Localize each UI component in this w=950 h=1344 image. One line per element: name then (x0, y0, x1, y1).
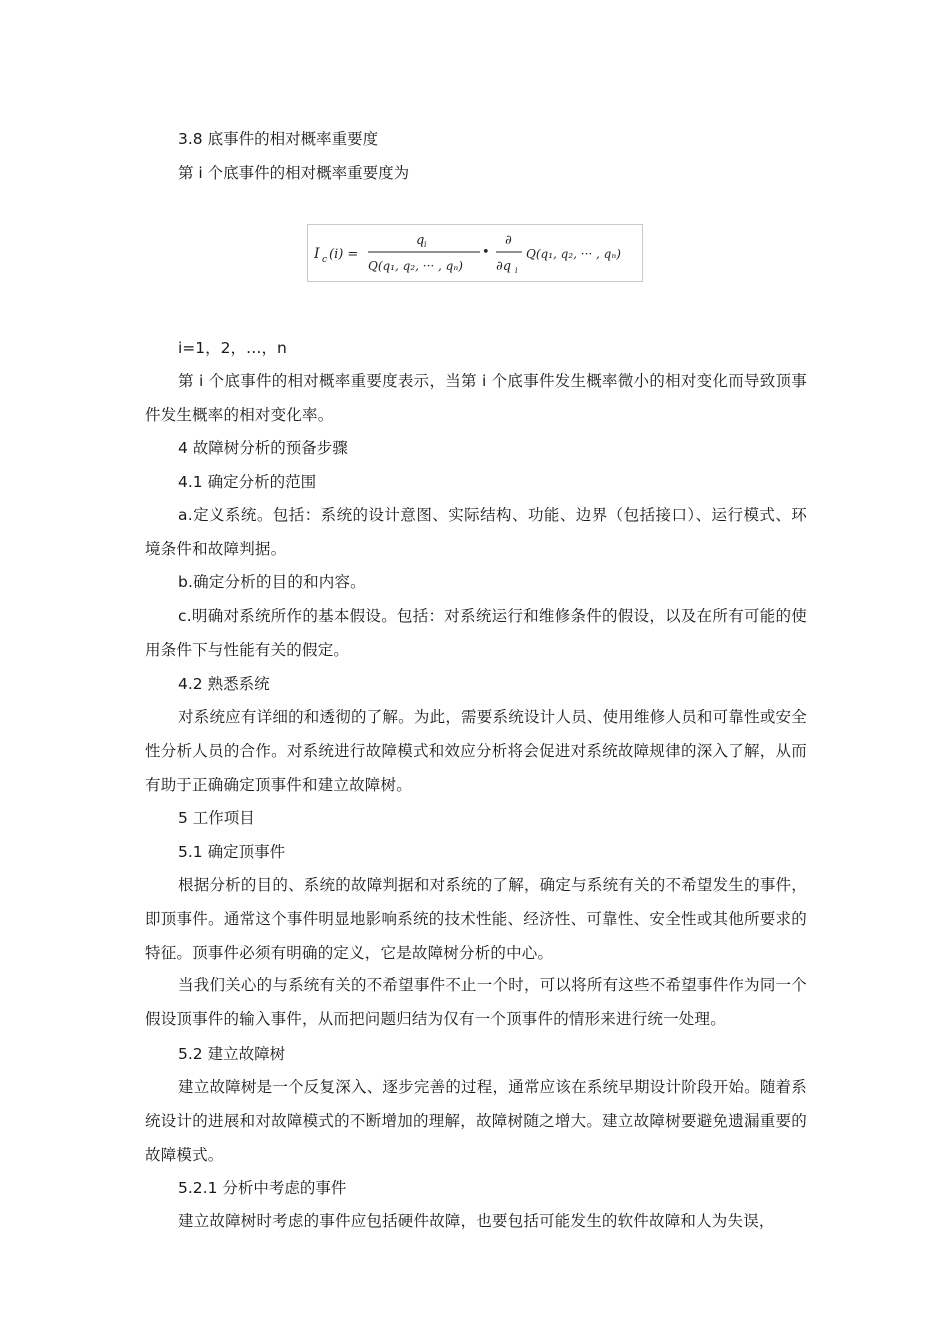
section-3-8-explanation: 第 i 个底事件的相对概率重要度表示，当第 i 个底事件发生概率微小的相对变化而导致顶事件发生概率的相对变化率。 (145, 372, 807, 424)
section-3-8-intro: 第 i 个底事件的相对概率重要度为 (178, 164, 410, 182)
formula-rhs: Q(q₁, q₂, ··· , qₙ) (526, 247, 621, 261)
section-4-1-item-c: c.明确对系统所作的基本假设。包括：对系统运行和维修条件的假设，以及在所有可能的使用条件下与性能有关的假定。 (145, 607, 807, 659)
formula-partial-bottom-sub: i (515, 266, 518, 275)
formula-numerator: q (416, 233, 425, 248)
formula-graphic (308, 225, 642, 281)
formula-numerator-sub: i (424, 240, 427, 249)
section-5-2-1-heading: 5.2.1 分析中考虑的事件 (178, 1179, 347, 1197)
relative-importance-formula (307, 224, 643, 282)
formula-lhs-sub: c (322, 255, 328, 265)
formula-lhs-arg: (i) = (329, 247, 359, 262)
formula-lhs: I (314, 246, 320, 262)
section-5-1-heading: 5.1 确定顶事件 (178, 843, 286, 861)
section-4-2-text: 对系统应有详细的和透彻的了解。为此，需要系统设计人员、使用维修人员和可靠性或安全性分析人员的合作。对系统进行故障模式和效应分析将会促进对系统故障规律的深入了解，从而有助于正确确定顶事件和建立故障树。 (145, 708, 807, 794)
formula-partial-bottom: ∂q (496, 259, 512, 274)
section-5-heading: 5 工作项目 (178, 809, 255, 827)
section-4-1-heading: 4.1 确定分析的范围 (178, 473, 317, 491)
formula-partial-top: ∂ (505, 233, 512, 248)
section-5-1-text-2: 当我们关心的与系统有关的不希望事件不止一个时，可以将所有这些不希望事件作为同一个假设顶事件的输入事件，从而把问题归结为仅有一个顶事件的情形来进行统一处理。 (145, 976, 807, 1028)
section-4-heading: 4 故障树分析的预备步骤 (178, 439, 348, 457)
index-range: i=1，2，…，n (178, 339, 287, 357)
formula-dot: • (482, 245, 490, 260)
section-5-2-1-text: 建立故障树时考虑的事件应包括硬件故障，也要包括可能发生的软件故障和人为失误， (178, 1212, 775, 1230)
formula-denominator: Q(q₁, q₂, ··· , qₙ) (368, 259, 463, 273)
section-4-2-heading: 4.2 熟悉系统 (178, 675, 270, 693)
section-5-2-text: 建立故障树是一个反复深入、逐步完善的过程，通常应该在系统早期设计阶段开始。随着系统设计的进展和对故障模式的不断增加的理解，故障树随之增大。建立故障树要避免遗漏重要的故障模式。 (145, 1078, 807, 1164)
section-3-8-heading: 3.8 底事件的相对概率重要度 (178, 130, 379, 148)
section-5-1-text-1: 根据分析的目的、系统的故障判据和对系统的了解，确定与系统有关的不希望发生的事件，即顶事件。通常这个事件明显地影响系统的技术性能、经济性、可靠性、安全性或其他所要求的特征。顶事件必须有明确的定义，它是故障树分析的中心。 (145, 876, 807, 962)
section-5-2-heading: 5.2 建立故障树 (178, 1045, 286, 1063)
section-4-1-item-a: a.定义系统。包括：系统的设计意图、实际结构、功能、边界（包括接口）、运行模式、环境条件和故障判据。 (145, 506, 807, 558)
section-4-1-item-b: b.确定分析的目的和内容。 (178, 573, 366, 591)
